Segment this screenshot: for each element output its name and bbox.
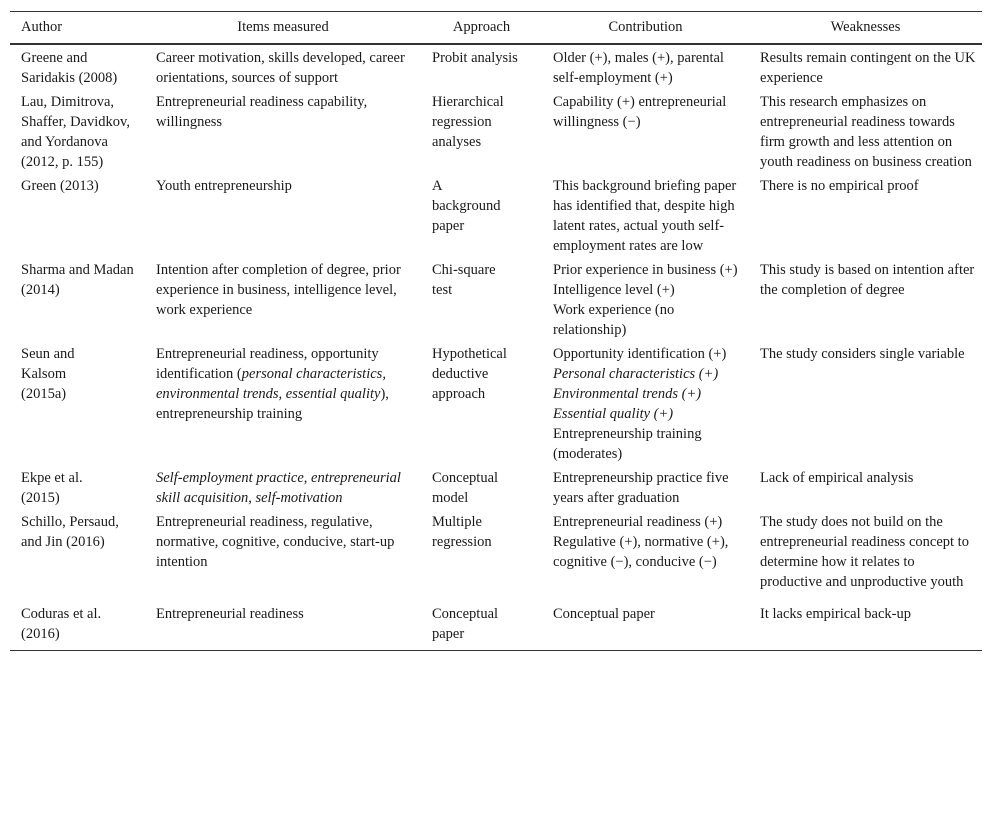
cell-weaknesses: The study considers single variable <box>760 346 965 362</box>
contribution-line: Regulative (+), normative (+), cognitive (−), conducive (−) <box>553 534 729 570</box>
table-row <box>10 174 982 258</box>
literature-table-container <box>10 11 982 651</box>
header-contribution: Contribution <box>542 12 749 45</box>
contribution-line: Personal characteristics (+) <box>553 366 719 382</box>
header-approach: Approach <box>421 12 542 45</box>
cell-approach: Hierarchical regression analyses <box>432 94 504 150</box>
cell-items: Career motivation, skills developed, career orientations, sources of support <box>156 50 405 86</box>
table-row <box>10 258 982 342</box>
cell-items: Intention after completion of degree, prior experience in business, intelligence level, work experience <box>156 262 401 318</box>
cell-items: Entrepreneurial readiness, regulative, normative, cognitive, conducive, start-up intention <box>156 514 395 570</box>
cell-items <box>145 466 421 510</box>
contribution-line: Entrepreneurship training (moderates) <box>553 426 702 462</box>
cell-contribution <box>542 174 749 258</box>
cell-approach: A background paper <box>432 178 501 234</box>
cell-weaknesses: Lack of empirical analysis <box>760 470 914 486</box>
contribution-line: Opportunity identification (+) <box>553 346 727 362</box>
items-italic-text: Self-employment practice <box>156 470 304 486</box>
contribution-line: Essential quality (+) <box>553 406 674 422</box>
cell-author: Lau, Dimitrova, Shaffer, Davidkov, and Yordanova (2012, p. 155) <box>21 94 130 170</box>
cell-author: Coduras et al. (2016) <box>10 594 145 651</box>
contribution-line: This background briefing paper has identified that, despite high latent rates, actual youth self-employment rates are low <box>553 178 737 254</box>
cell-items: Youth entrepreneurship <box>156 178 292 194</box>
items-text: Entrepreneurial readiness, opportunity identification ( <box>156 346 379 382</box>
cell-approach: Multiple regression <box>432 514 492 550</box>
contribution-line: Entrepreneurial readiness (+) <box>553 514 723 530</box>
items-italic-text: personal characteristics, environmental trends, essential quality <box>156 366 386 402</box>
contribution-line: Capability (+) entrepreneurial willingness (−) <box>553 94 727 130</box>
header-weaknesses: Weaknesses <box>749 12 982 45</box>
table-row <box>10 90 982 174</box>
cell-items <box>145 342 421 466</box>
cell-author: Seun and Kalsom (2015a) <box>21 346 75 402</box>
cell-weaknesses: There is no empirical proof <box>760 178 919 194</box>
cell-contribution <box>542 342 749 466</box>
items-text: , <box>303 470 312 486</box>
table-header-row <box>10 12 982 45</box>
cell-contribution <box>542 510 749 594</box>
header-items-measured: Items measured <box>145 12 421 45</box>
contribution-line: Environmental trends (+) <box>553 386 702 402</box>
table-row <box>10 510 982 594</box>
contribution-line: Older (+), males (+), parental self-employment (+) <box>553 50 724 86</box>
cell-author: Sharma and Madan (2014) <box>21 262 134 298</box>
cell-weaknesses: The study does not build on the entrepreneurial readiness concept to determine how it relates to productive and unproductive youth <box>760 514 969 590</box>
cell-weaknesses: This study is based on intention after the completion of degree <box>760 262 975 298</box>
literature-review-table <box>10 11 982 651</box>
cell-weaknesses: This research emphasizes on entrepreneurial readiness towards firm growth and less attention on youth readiness on business creation <box>760 94 972 170</box>
contribution-line: Prior experience in business (+) <box>553 262 738 278</box>
cell-approach: Chi-square test <box>432 262 496 298</box>
cell-approach: Conceptual paper <box>421 594 542 651</box>
cell-author: Greene and Saridakis (2008) <box>21 50 118 86</box>
contribution-line: Work experience (no relationship) <box>553 302 675 338</box>
table-row <box>10 342 982 466</box>
contribution-line: Entrepreneurship practice five years after graduation <box>553 470 729 506</box>
contribution-line: Conceptual paper <box>553 606 655 622</box>
cell-contribution <box>542 258 749 342</box>
cell-items: Entrepreneurial readiness capability, willingness <box>156 94 368 130</box>
cell-author: Green (2013) <box>21 178 99 194</box>
table-row <box>10 594 982 651</box>
cell-weaknesses: Results remain contingent on the UK experience <box>760 50 976 86</box>
items-italic-text: entrepreneurial skill acquisition, self-motivation <box>156 470 401 506</box>
cell-contribution <box>542 44 749 90</box>
cell-author: Schillo, Persaud, and Jin (2016) <box>21 514 119 550</box>
cell-weaknesses: It lacks empirical back-up <box>749 594 982 651</box>
cell-author: Ekpe et al. (2015) <box>21 470 83 506</box>
table-row <box>10 466 982 510</box>
contribution-line: Intelligence level (+) <box>553 282 675 298</box>
cell-approach: Probit analysis <box>432 50 518 66</box>
table-row <box>10 44 982 90</box>
cell-approach: Hypothetical deductive approach <box>432 346 507 402</box>
header-author: Author <box>10 12 145 45</box>
items-text: ), entrepreneurship training <box>156 386 389 422</box>
cell-contribution <box>542 466 749 510</box>
cell-contribution <box>542 90 749 174</box>
cell-contribution <box>542 594 749 651</box>
cell-approach: Conceptual model <box>432 470 499 506</box>
cell-items: Entrepreneurial readiness <box>145 594 421 651</box>
